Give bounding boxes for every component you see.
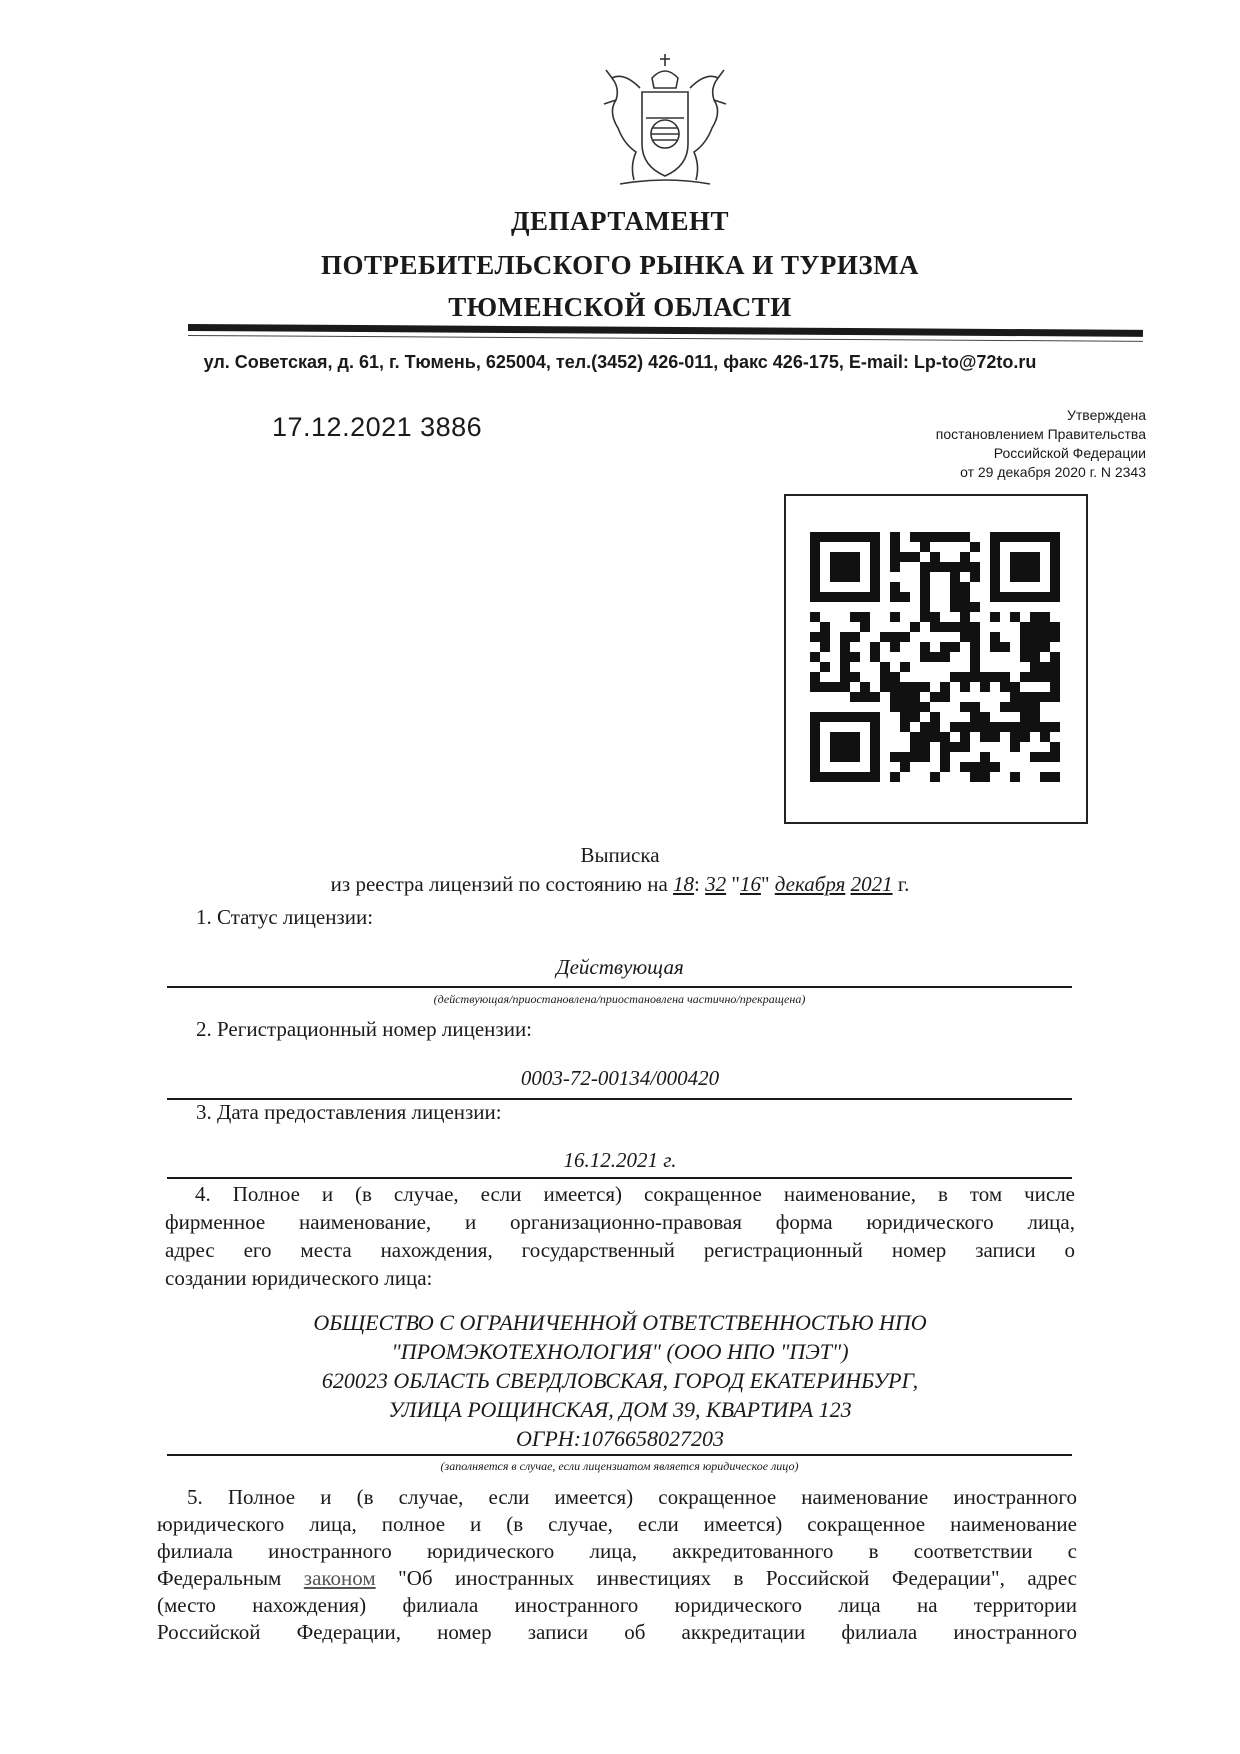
extract-subtitle-prefix: из реестра лицензий по состоянию на bbox=[330, 872, 668, 896]
approval-line: постановлением Правительства bbox=[935, 426, 1146, 442]
legal-entity-caption: (заполняется в случае, если лицензиатом является юридическое лицо) bbox=[440, 1459, 799, 1473]
foreign-entity-line: юридического лица, полное и (в случае, если имеется) сокращенное наименование bbox=[157, 1512, 1077, 1536]
department-title-line-1: ДЕПАРТАМЕНТ bbox=[510, 206, 730, 236]
registration-date-number: 17.12.2021 3886 bbox=[272, 412, 483, 442]
grant-date-underline bbox=[167, 1177, 1072, 1179]
contact-info: ул. Советская, д. 61, г. Тюмень, 625004, тел.(3452) 426-011, факс 426-175, E-mail: Lp-to@72to.ru bbox=[203, 352, 1037, 372]
status-underline bbox=[167, 986, 1072, 988]
extract-day: 16 bbox=[739, 872, 761, 896]
reg-number-value: 0003-72-00134/000420 bbox=[520, 1066, 720, 1090]
foreign-entity-text: Федеральным bbox=[157, 1566, 282, 1590]
foreign-entity-line bbox=[157, 1565, 1077, 1592]
legal-entity-value-line: ОБЩЕСТВО С ОГРАНИЧЕННОЙ ОТВЕТСТВЕННОСТЬЮ НПО bbox=[313, 1310, 927, 1335]
foreign-entity-line: филиала иностранного юридического лица, аккредитованного в соответствии с bbox=[157, 1539, 1077, 1563]
status-caption: (действующая/приостановлена/приостановлена частично/прекращена) bbox=[433, 992, 806, 1006]
legal-entity-value-line: 620023 ОБЛАСТЬ СВЕРДЛОВСКАЯ, ГОРОД ЕКАТЕРИНБУРГ, bbox=[321, 1368, 919, 1393]
foreign-entity-line: Российской Федерации, номер записи об аккредитации филиала иностранного bbox=[157, 1620, 1077, 1644]
extract-year: 2021 bbox=[850, 872, 893, 896]
extract-month: декабря bbox=[774, 872, 846, 896]
grant-date-label: 3. Дата предоставления лицензии: bbox=[196, 1100, 502, 1124]
legal-entity-line: адрес его места нахождения, государственный регистрационный номер записи о bbox=[165, 1238, 1075, 1262]
department-title-line-3: ТЮМЕНСКОЙ ОБЛАСТИ bbox=[448, 292, 792, 322]
legal-entity-line: создании юридического лица: bbox=[165, 1266, 433, 1290]
extract-minute: 32 bbox=[705, 872, 727, 896]
status-value: Действующая bbox=[556, 955, 684, 979]
coat-of-arms-emblem bbox=[590, 48, 740, 190]
approval-note bbox=[936, 406, 1146, 482]
foreign-entity-line: (место нахождения) филиала иностранного юридического лица на территории bbox=[157, 1593, 1077, 1617]
qr-code-frame bbox=[784, 494, 1088, 824]
legal-entity-underline bbox=[167, 1454, 1072, 1456]
grant-date-value: 16.12.2021 г. bbox=[563, 1148, 677, 1172]
legal-entity-line: 4. Полное и (в случае, если имеется) сокращенное наименование, в том числе bbox=[195, 1182, 1075, 1206]
approval-line: Утверждена bbox=[1067, 407, 1146, 423]
reg-number-label: 2. Регистрационный номер лицензии: bbox=[196, 1017, 533, 1041]
extract-subtitle: из реестра лицензий по состоянию на 18: 32 "16" декабря 2021 г. bbox=[330, 872, 910, 896]
extract-heading: Выписка bbox=[580, 843, 660, 867]
foreign-entity-text: "Об иностранных инвестициях в Российской Федерации", адрес bbox=[398, 1566, 1077, 1590]
legal-entity-line: фирменное наименование, и организационно-правовая форма юридического лица, bbox=[165, 1210, 1075, 1234]
extract-year-suffix: г. bbox=[897, 872, 910, 896]
legal-entity-value-line: УЛИЦА РОЩИНСКАЯ, ДОМ 39, КВАРТИРА 123 bbox=[388, 1397, 852, 1422]
legal-entity-value bbox=[0, 1308, 1240, 1453]
header-divider-thin bbox=[188, 335, 1143, 342]
department-title-line-2: ПОТРЕБИТЕЛЬСКОГО РЫНКА И ТУРИЗМА bbox=[320, 250, 920, 280]
legal-entity-description bbox=[165, 1180, 1075, 1292]
legal-entity-value-line: ОГРН:1076658027203 bbox=[515, 1426, 725, 1451]
qr-code-image bbox=[810, 532, 1060, 782]
foreign-entity-line: 5. Полное и (в случае, если имеется) сокращенное наименование иностранного bbox=[187, 1485, 1077, 1509]
federal-law-link[interactable]: законом bbox=[303, 1566, 376, 1590]
approval-line: Российской Федерации bbox=[993, 445, 1146, 461]
status-label: 1. Статус лицензии: bbox=[196, 905, 374, 929]
foreign-entity-description bbox=[157, 1484, 1077, 1646]
legal-entity-value-line: "ПРОМЭКОТЕХНОЛОГИЯ" (ООО НПО "ПЭТ") bbox=[391, 1339, 849, 1364]
extract-hour: 18 bbox=[673, 872, 695, 896]
approval-line: от 29 декабря 2020 г. N 2343 bbox=[960, 464, 1146, 480]
